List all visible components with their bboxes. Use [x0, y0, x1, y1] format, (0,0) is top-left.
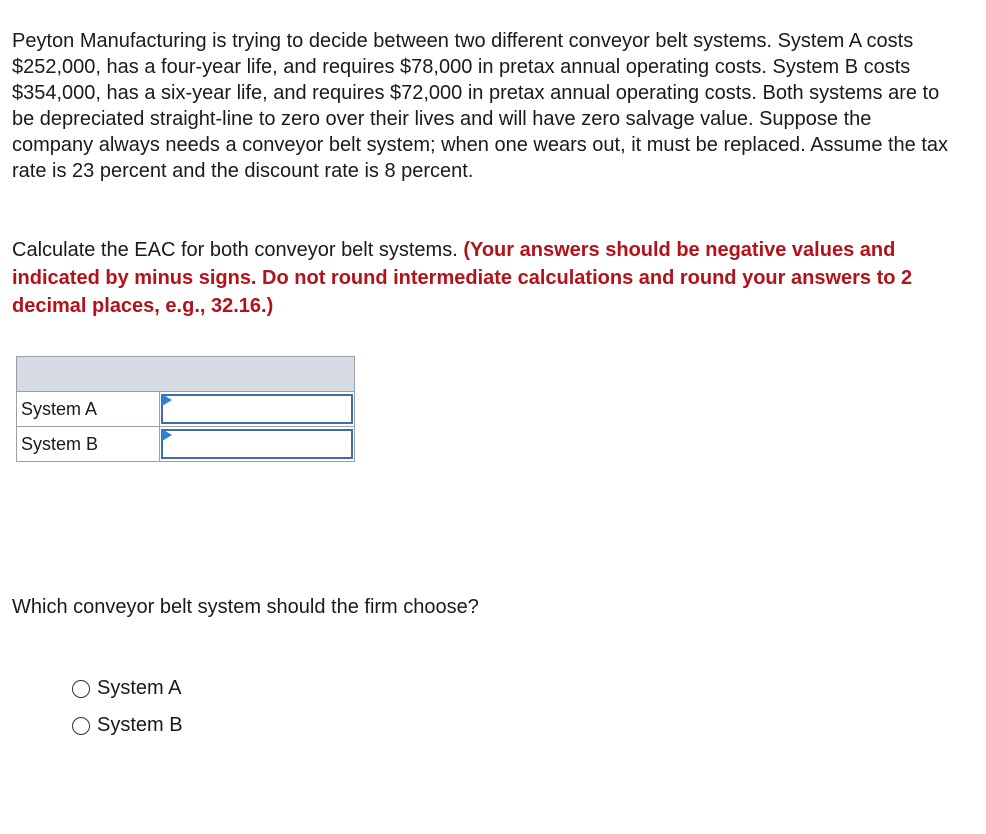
- question-text: Which conveyor belt system should the firm choose?: [12, 596, 479, 618]
- input-cell-system-a: [160, 392, 355, 427]
- problem-statement: Peyton Manufacturing is trying to decide between two different conveyor belt systems. System A costs $252,000, has a four-year life, and requires $78,000 in pretax annual operating costs. System B costs $354,000, has a six-year life, and requires $72,000 in pretax annual operating costs. Both systems are to be depreciated straight-line to zero over their lives and will have zero salvage value. Suppose the company always needs a conveyor belt system; when one wears out, it must be replaced. Assume the tax rate is 23 percent and the discount rate is 8 percent.: [12, 30, 949, 182]
- instruction-text: Calculate the EAC for both conveyor belt systems.: [12, 239, 458, 261]
- radio-circle-icon[interactable]: [72, 680, 90, 698]
- choice-label-system-a: System A: [97, 677, 182, 699]
- radio-circle-icon[interactable]: [72, 717, 90, 735]
- triangle-flag-icon: [162, 429, 172, 441]
- eac-input-system-b[interactable]: [161, 429, 353, 459]
- choice-label-system-b: System B: [97, 714, 183, 736]
- answer-table-header-row: [17, 357, 355, 392]
- answer-table: [16, 356, 355, 462]
- choice-system-b[interactable]: [72, 707, 183, 744]
- row-label-system-a: System A: [17, 392, 160, 427]
- choice-group: [72, 670, 183, 744]
- instruction: [12, 236, 952, 320]
- row-label-system-b: System B: [17, 427, 160, 462]
- instruction-note: (Your answers should be negative values and indicated by minus signs. Do not round intermediate calculations and round your answers to 2 decimal places, e.g., 32.16.): [12, 239, 913, 317]
- choice-system-a[interactable]: [72, 670, 183, 707]
- answer-table-header: [17, 357, 355, 392]
- answer-row-system-a: [17, 392, 355, 427]
- answer-row-system-b: [17, 427, 355, 462]
- eac-input-system-a[interactable]: [161, 394, 353, 424]
- triangle-flag-icon: [162, 394, 172, 406]
- input-cell-system-b: [160, 427, 355, 462]
